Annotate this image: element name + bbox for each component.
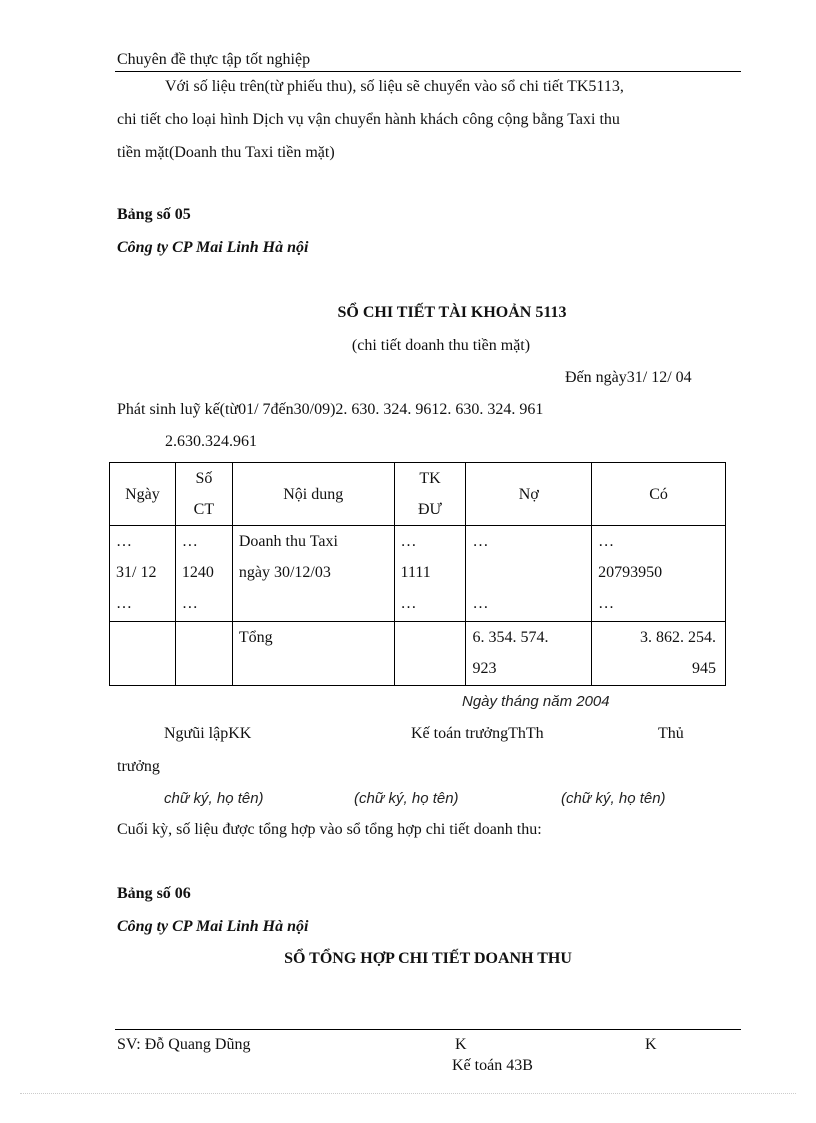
footer-k1: K [455, 1036, 467, 1053]
total-co [592, 622, 726, 686]
col-header-noi-dung: Nội dung [232, 463, 394, 526]
footer-rule [115, 1029, 741, 1030]
cell-empty [110, 622, 176, 686]
table-header-row [110, 463, 726, 526]
intro-line-2: chi tiết cho loại hình Dịch vụ vận chuyển hành khách công cộng bằng Taxi thu [117, 111, 620, 128]
cell-line: … [472, 595, 489, 612]
cell-line: … [400, 595, 417, 612]
accumulated-line: Phát sinh luỹ kế(từ01/ 7đến30/09)2. 630. 324. 9612. 630. 324. 961 [117, 401, 544, 418]
cell-line: 1240 [181, 564, 214, 581]
intro-line-1: Với số liệu trên(từ phiếu thu), số liệu sẽ chuyển vào sổ chi tiết TK5113, [165, 78, 624, 95]
cell-co [592, 526, 726, 622]
signature-hint-3: (chữ ký, họ tên) [561, 790, 666, 807]
signature-hint-2: (chữ ký, họ tên) [354, 790, 459, 807]
head-label-2: trưởng [117, 758, 160, 775]
col-header-ngay: Ngày [110, 463, 176, 526]
total-co-line2: 945 [692, 660, 716, 677]
page-bottom-divider [20, 1093, 796, 1094]
cell-line: … [400, 533, 417, 550]
preparer-label: Ngưũi lậpKK [164, 725, 252, 742]
col-header-tk-line1: TK [419, 470, 441, 487]
col-header-so-ct-line2: CT [193, 501, 215, 518]
col-header-no: Nợ [466, 463, 592, 526]
table05-company: Công ty CP Mai Linh Hà nội [117, 239, 309, 256]
cell-line: 1111 [400, 564, 431, 581]
table06-company: Công ty CP Mai Linh Hà nội [117, 918, 309, 935]
cell-line [472, 557, 585, 588]
ledger-table [109, 462, 726, 686]
col-header-tk-line2: ĐƯ [418, 501, 442, 518]
signature-date: Ngày tháng năm 2004 [462, 693, 610, 710]
cell-line: … [116, 533, 132, 550]
head-label-1: Thủ [658, 725, 684, 742]
col-header-so-ct [175, 463, 232, 526]
intro-line-3: tiền mặt(Doanh thu Taxi tiền mặt) [117, 144, 335, 161]
table05-title: SỔ CHI TIẾT TÀI KHOẢN 5113 [337, 304, 567, 321]
table05-label: Bảng số 05 [117, 206, 191, 223]
total-co-line1: 3. 862. 254. [640, 629, 716, 646]
cell-line: 20793950 [598, 564, 663, 581]
cell-tk-du [394, 526, 466, 622]
cell-line: … [181, 595, 198, 612]
signature-hint-1: chữ ký, họ tên) [164, 790, 264, 807]
cell-line: 31/ 12 [116, 564, 157, 581]
total-no-line1: 6. 354. 574. [472, 629, 549, 646]
total-label: Tổng [232, 622, 394, 686]
table05-subtitle: (chi tiết doanh thu tiền mặt) [351, 337, 531, 354]
cell-line: … [181, 533, 198, 550]
cell-empty [175, 622, 232, 686]
cell-noi-dung [232, 526, 394, 622]
total-no [466, 622, 592, 686]
cell-empty [394, 622, 466, 686]
cell-line: … [598, 595, 615, 612]
chief-accountant-label: Kế toán trưởngThTh [411, 725, 544, 742]
cell-line: ngày 30/12/03 [238, 564, 331, 581]
col-header-co: Có [592, 463, 726, 526]
total-no-line2: 923 [472, 660, 497, 677]
cell-line: Doanh thu Taxi [238, 533, 338, 550]
table05-date: Đến ngày31/ 12/ 04 [565, 369, 692, 386]
closing-text: Cuối kỳ, số liệu được tổng hợp vào sổ tổng hợp chi tiết doanh thu: [117, 821, 542, 838]
footer-student: SV: Đỗ Quang Dũng [117, 1036, 251, 1053]
header-rule [115, 71, 741, 72]
cell-line: … [598, 533, 615, 550]
footer-k2: K [645, 1036, 657, 1053]
cell-so-ct [175, 526, 232, 622]
footer-class: Kế toán 43B [452, 1057, 533, 1074]
col-header-so-ct-line1: Số [195, 470, 213, 487]
cell-ngay [110, 526, 176, 622]
accumulated-value: 2.630.324.961 [165, 433, 257, 450]
table-row [110, 526, 726, 622]
table06-label: Bảng số 06 [117, 885, 191, 902]
cell-line: … [472, 533, 489, 550]
col-header-tk-du [394, 463, 466, 526]
cell-no [466, 526, 592, 622]
page-header-title: Chuyên đề thực tập tốt nghiệp [117, 51, 311, 68]
cell-line: … [116, 595, 132, 612]
table-total-row [110, 622, 726, 686]
table06-title: SỔ TỔNG HỢP CHI TIẾT DOANH THU [284, 950, 572, 967]
